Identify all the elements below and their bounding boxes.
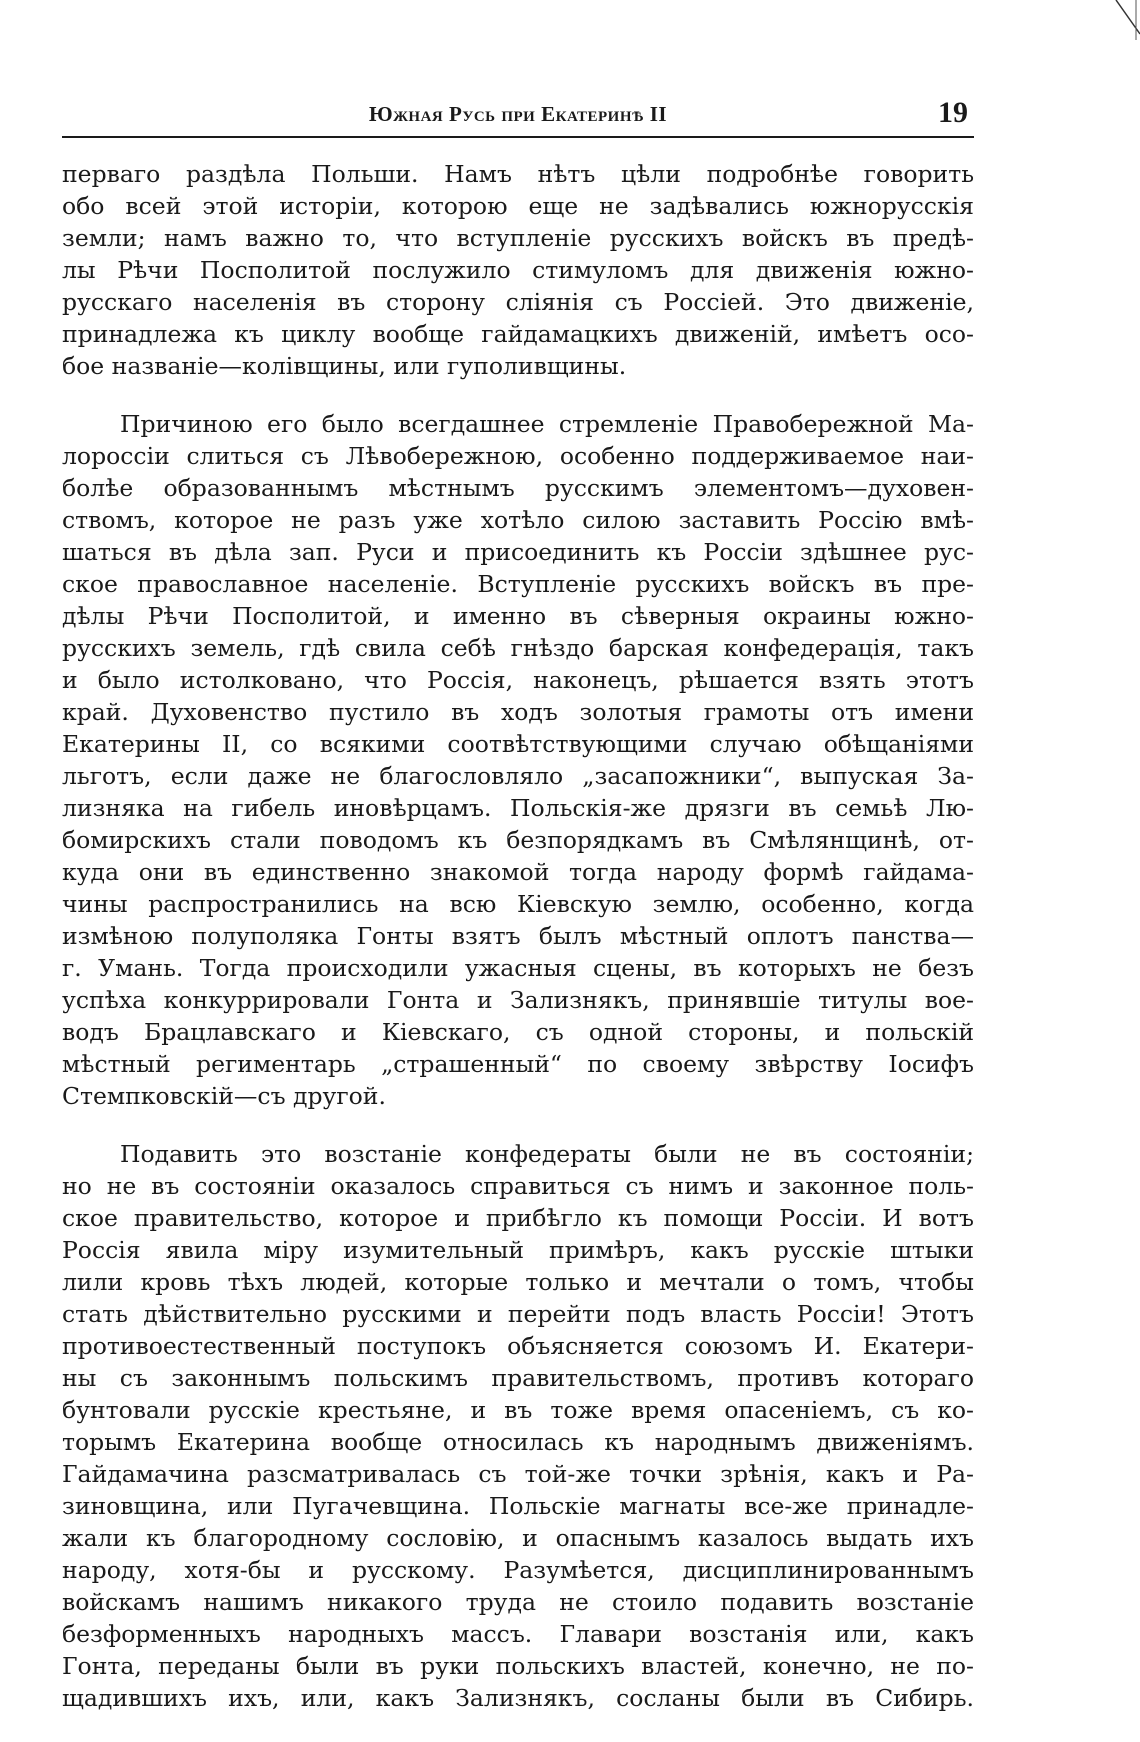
text-line: Екатерины II, со всякими соотвѣтствующими случаю обѣщаніями [62,730,974,758]
text-line: народу, хотя-бы и русскому. Разумѣется, дисциплинированнымъ [62,1556,974,1584]
text-line: успѣха конкуррировали Гонта и Зализнякъ, принявшіе титулы вое- [62,986,974,1014]
paragraph [62,158,974,382]
text-line: Гонта, переданы были въ руки польскихъ властей, конечно, не по- [62,1652,974,1680]
text-line: водъ Брацлавскаго и Кіевскаго, съ одной стороны, и польскій [62,1018,974,1046]
text-line: русскихъ земель, гдѣ свила себѣ гнѣздо барская конфедерація, такъ [62,634,974,662]
text-line: но не въ состояніи оказалось справиться съ нимъ и законное поль- [62,1172,974,1200]
text-line: лы Рѣчи Посполитой послужило стимуломъ для движенія южно- [62,256,974,284]
text-line: стать дѣйствительно русскими и перейти подъ власть Россіи! Этотъ [62,1300,974,1328]
paragraph-gap [62,1112,974,1138]
text-line: обо всей этой исторіи, которою еще не задѣвались южнорусскія [62,192,974,220]
paragraph [62,408,974,1112]
text-line: бое названіе—колівщины, или гуполивщины. [62,352,627,380]
text-line: Россія явила міру изумительный примѣръ, какъ русскіе штыки [62,1236,974,1264]
body-text [62,158,974,1714]
text-line: куда они въ единственно знакомой тогда народу формѣ гайдама- [62,858,974,886]
text-line: Подавить это возстаніе конфедераты были не въ состояніи; [120,1140,974,1168]
text-line: ское православное населеніе. Вступленіе русскихъ войскъ въ пре- [62,570,974,598]
text-line: лили кровь тѣхъ людей, которые только и мечтали о томъ, чтобы [62,1268,974,1296]
text-line: ны съ законнымъ польскимъ правительствомъ, противъ котораго [62,1364,974,1392]
text-line: лороссіи слиться съ Лѣвобережною, особенно поддерживаемое наи- [62,442,974,470]
page-number: 19 [938,96,968,129]
text-line: противоестественный поступокъ объясняется союзомъ И. Екатери- [62,1332,974,1360]
text-line: земли; намъ важно то, что вступленіе русскихъ войскъ въ предѣ- [62,224,974,252]
text-line: торымъ Екатерина вообще относилась къ народнымъ движеніямъ. [62,1428,974,1456]
text-line: жали къ благородному сословію, и опаснымъ казалось выдать ихъ [62,1524,974,1552]
page-corner-mark [1100,0,1140,40]
text-line: Причиною его было всегдашнее стремленіе Правобережной Ма- [120,410,974,438]
text-line: ствомъ, которое не разъ уже хотѣло силою заставить Россію вмѣ- [62,506,974,534]
running-title: Южная Русь при Екатеринѣ II [368,102,668,126]
text-line: бомирскихъ стали поводомъ къ безпорядкамъ въ Смѣлянщинѣ, от- [62,826,974,854]
text-line: и было истолковано, что Россія, наконецъ, рѣшается взять этотъ [62,666,974,694]
text-line: льготъ, если даже не благословляло „засапожники“, выпуская За- [62,762,974,790]
text-line: Стемпковскій—съ другой. [62,1082,386,1110]
paragraph-gap [62,382,974,408]
text-line: шаться въ дѣла зап. Руси и присоединить къ Россіи здѣшнее рус- [62,538,974,566]
text-line: войскамъ нашимъ никакого труда не стоило подавить возстаніе [62,1588,974,1616]
text-line: лизняка на гибель иновѣрцамъ. Польскія-же дрязги въ семьѣ Лю- [62,794,974,822]
paragraph [62,1138,974,1714]
text-line: бунтовали русскіе крестьяне, и въ тоже время опасеніемъ, съ ко- [62,1396,974,1424]
text-line: щадившихъ ихъ, или, какъ Зализнякъ, сосланы были въ Сибирь. [62,1684,974,1712]
text-line: Гайдамачина разсматривалась съ той-же точки зрѣнія, какъ и Ра- [62,1460,974,1488]
text-line: измѣною полуполяка Гонты взятъ былъ мѣстный оплотъ панства— [62,922,974,950]
text-line: дѣлы Рѣчи Посполитой, и именно въ сѣверныя окраины южно- [62,602,974,630]
text-line: зиновщина, или Пугачевщина. Польскіе магнаты все-же принадле- [62,1492,974,1520]
text-line: перваго раздѣла Польши. Намъ нѣтъ цѣли подробнѣе говорить [62,160,974,188]
text-line: болѣе образованнымъ мѣстнымъ русскимъ элементомъ—духовен- [62,474,974,502]
running-header [62,98,974,138]
text-line: край. Духовенство пустило въ ходъ золотыя грамоты отъ имени [62,698,974,726]
text-line: русскаго населенія въ сторону сліянія съ Россіей. Это движеніе, [62,288,974,316]
text-line: чины распространились на всю Кіевскую землю, особенно, когда [62,890,974,918]
text-line: безформенныхъ народныхъ массъ. Главари возстанія или, какъ [62,1620,974,1648]
text-line: мѣстный региментарь „страшенный“ по своему звѣрству Іосифъ [62,1050,974,1078]
text-line: принадлежа къ циклу вообще гайдамацкихъ движеній, имѣетъ осо- [62,320,974,348]
text-line: г. Умань. Тогда происходили ужасныя сцены, въ которыхъ не безъ [62,954,974,982]
text-line: ское правительство, которое и прибѣгло къ помощи Россіи. И вотъ [62,1204,974,1232]
